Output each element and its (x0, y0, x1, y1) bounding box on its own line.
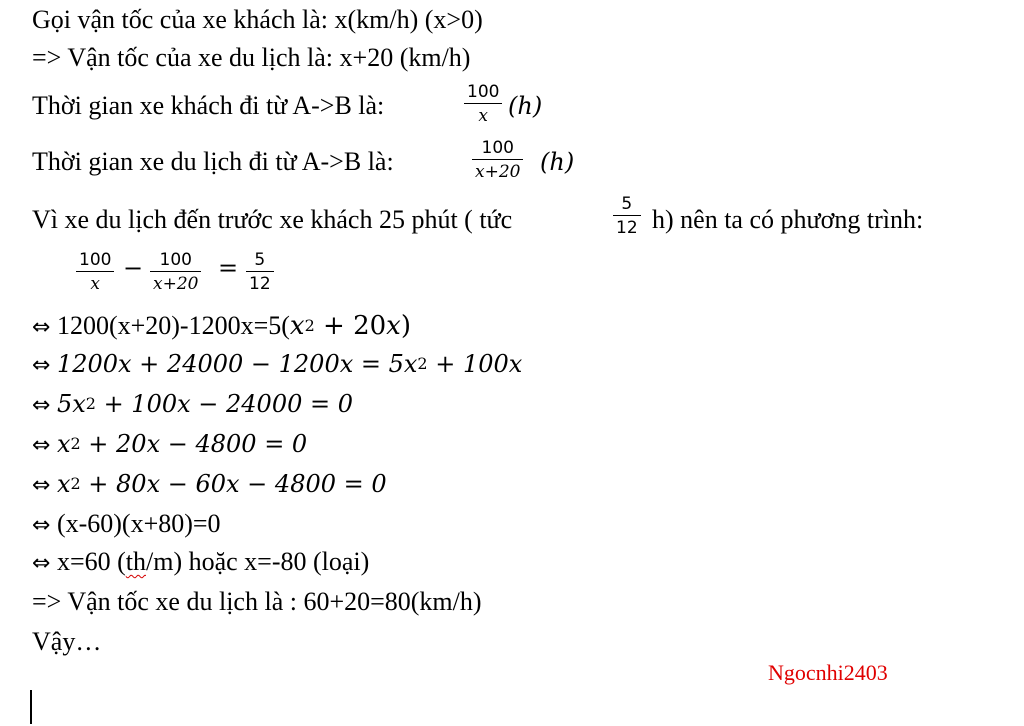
line-15: Vậy… (32, 627, 102, 656)
spellcheck-word[interactable]: th (125, 547, 146, 576)
line-13: ⇔ x=60 (th/m) hoặc x=-80 (loại) (32, 547, 370, 576)
fraction-denominator: x+20 (475, 162, 521, 183)
fraction-bar (613, 215, 641, 216)
fraction-bar (472, 159, 523, 160)
iff-symbol: ⇔ (32, 315, 51, 340)
fraction-numerator: 100 (481, 138, 514, 158)
iff-symbol: ⇔ (32, 433, 51, 458)
fraction-denominator: 12 (616, 218, 638, 239)
fraction-numerator: 5 (621, 194, 633, 214)
fraction-numerator: 100 (467, 82, 500, 102)
author-signature: Ngocnhi2403 (768, 660, 888, 685)
equation-fraction-3: 5 12 (246, 250, 274, 294)
line-4-unit: (h) (540, 148, 575, 176)
line-3-text: Thời gian xe khách đi từ A->B là: (32, 91, 385, 120)
text-cursor[interactable] (30, 690, 32, 724)
iff-symbol: ⇔ (32, 353, 51, 378)
line-10: ⇔ $x^2 + 20x - 4800 = 0$ (32, 430, 308, 458)
equation-minus: − (123, 254, 144, 282)
line-1: Gọi vận tốc của xe khách là: x(km/h) (x>0) (32, 5, 483, 34)
iff-symbol: ⇔ (32, 551, 51, 576)
line-7: ⇔ $1200(x+20)-1200x=5(x^2 + 20x)$ (32, 311, 411, 341)
equation-fraction-2: 100 x+20 (150, 250, 201, 294)
line-8: ⇔ $1200x + 24000 - 1200x = 5x^2 + 100x$ (32, 350, 523, 378)
line-11: ⇔ $x^2 + 80x - 60x - 4800 = 0$ (32, 470, 387, 498)
line-5-pre: Vì xe du lịch đến trước xe khách 25 phút ( tức (32, 205, 513, 234)
line-3-unit: (h) (508, 92, 543, 120)
fraction-denominator: x (478, 106, 489, 127)
line-12: ⇔ (x-60)(x+80)=0 (32, 509, 221, 538)
fraction-5-over-12 (613, 194, 641, 238)
equation-fraction-1: 100 x (76, 250, 114, 294)
line-5-post: h) nên ta có phương trình: (652, 205, 924, 234)
line-2: => Vận tốc của xe du lịch là: x+20 (km/h) (32, 43, 471, 72)
line-9: ⇔ $5x^2 + 100x - 24000 = 0$ (32, 390, 353, 418)
line-14: => Vận tốc xe du lịch là : 60+20=80(km/h) (32, 587, 482, 616)
iff-symbol: ⇔ (32, 513, 51, 538)
equation-equals: = (218, 254, 239, 282)
line-4 (32, 146, 394, 178)
fraction-100-over-x (464, 82, 502, 126)
iff-symbol: ⇔ (32, 473, 51, 498)
fraction-100-over-x-plus-20 (472, 138, 523, 182)
line-3 (32, 90, 384, 122)
fraction-bar (464, 103, 502, 104)
iff-symbol: ⇔ (32, 393, 51, 418)
line-4-text: Thời gian xe du lịch đi từ A->B là: (32, 147, 394, 176)
